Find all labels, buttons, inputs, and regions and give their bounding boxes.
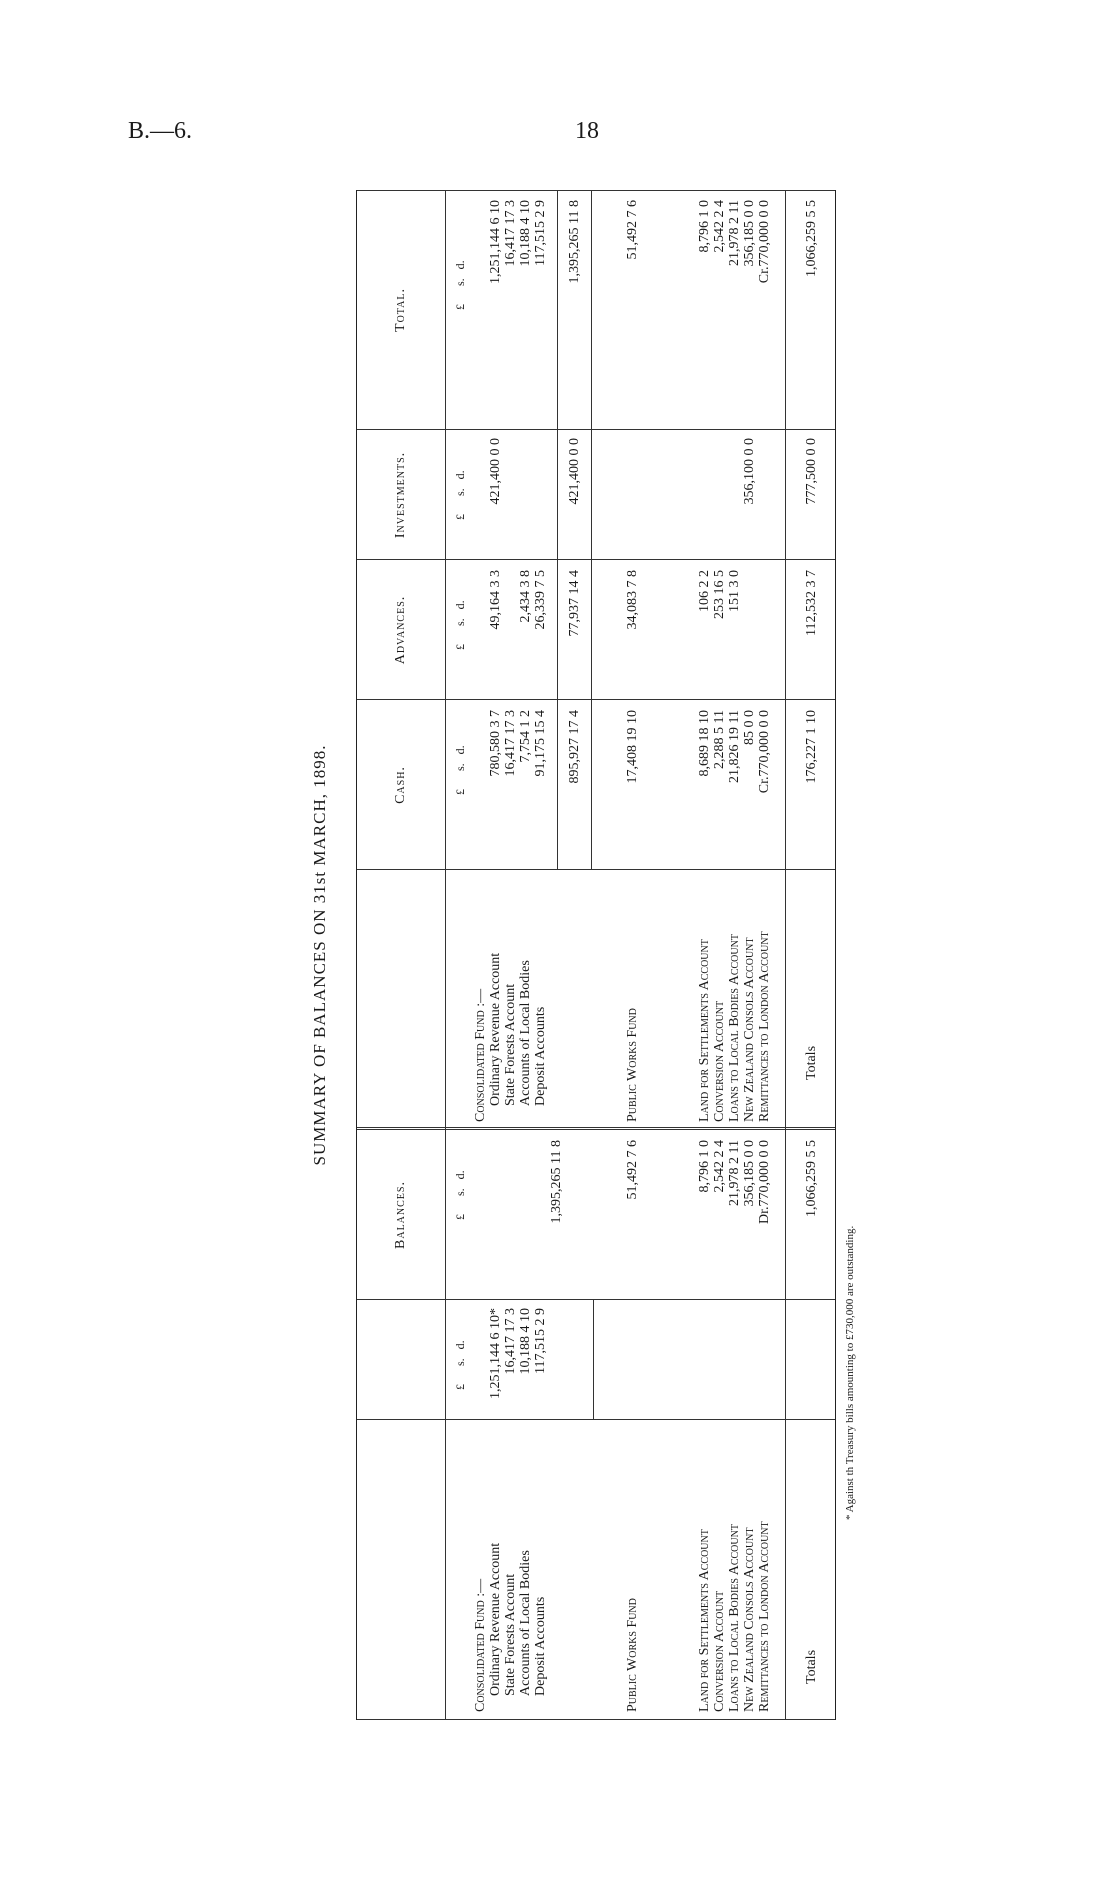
balances-table [356,190,836,1720]
total-deposit: 117,515 2 9 [533,200,548,266]
right-public-works-fund: Public Works Fund [625,1008,640,1122]
balance-nz-consols: 356,185 0 0 [742,1140,757,1207]
cash-conversion: 2,288 5 11 [712,710,727,769]
rotated-table-page [300,190,860,1720]
left-loans-local-bodies: Loans to Local Bodies Account [727,1524,742,1712]
cash-nz-consols: 85 0 0 [742,710,757,745]
cash-consolidated-total: 895,927 17 4 [567,710,582,784]
left-totals: Totals [804,1649,819,1684]
units-sub-balances: £ s. d. [453,1340,467,1390]
total-nz-consols: 356,185 0 0 [742,200,757,267]
balance-loans-local: 21,978 2 11 [727,1140,742,1206]
left-conversion: Conversion Account [712,1590,727,1712]
sub-balance-ordinary: 1,251,144 6 10* [488,1308,503,1399]
right-local-bodies: Accounts of Local Bodies [518,960,533,1106]
investments-consolidated-total: 421,400 0 0 [567,438,582,505]
total-loans-local: 21,978 2 11 [727,200,742,266]
footnote: * Against th Treasury bills amounting to £730,000 are outstanding. [844,1225,856,1520]
total-remittances: Cr.770,000 0 0 [757,200,772,284]
sub-balance-state-forests: 16,417 17 3 [503,1308,518,1375]
advances-consolidated-total: 77,937 14 4 [567,570,582,637]
right-ordinary-revenue: Ordinary Revenue Account [488,952,503,1106]
right-deposit-accounts: Deposit Accounts [533,1006,548,1106]
investments-nz-consols: 356,100 0 0 [742,438,757,505]
advances-local-bodies: 2,434 3 8 [518,570,533,623]
total-totals: 1,066,259 5 5 [804,200,819,277]
total-state-forests: 16,417 17 3 [503,200,518,267]
cash-loans-local: 21,826 19 11 [727,710,742,783]
balance-totals: 1,066,259 5 5 [804,1140,819,1217]
left-remittances: Remittances to London Account [757,1521,772,1712]
advances-ordinary: 49,164 3 3 [488,570,503,630]
advances-totals: 112,532 3 7 [804,570,819,636]
cash-ordinary: 780,580 3 7 [488,710,503,777]
right-consolidated-fund: Consolidated Fund :— [473,988,488,1122]
total-heading: Total. [393,288,408,332]
right-nz-consols: New Zealand Consols Account [742,937,757,1122]
advances-deposit: 26,339 7 5 [533,570,548,630]
balance-conversion: 2,542 2 4 [712,1140,727,1193]
cash-land: 8,689 18 10 [697,710,712,777]
total-conversion: 2,542 2 4 [712,200,727,253]
left-deposit-accounts: Deposit Accounts [533,1596,548,1696]
sub-balance-deposit: 117,515 2 9 [533,1308,548,1374]
advances-land: 106 2 2 [697,570,712,612]
right-land-settlements: Land for Settlements Account [697,939,712,1122]
left-state-forests: State Forests Account [503,1573,518,1696]
advances-loans-local: 151 3 0 [727,570,742,612]
advances-conversion: 253 16 5 [712,570,727,619]
balances-heading: Balances. [393,1181,408,1249]
total-land: 8,796 1 0 [697,200,712,253]
balance-public-works: 51,492 7 6 [625,1140,640,1200]
advances-heading: Advances. [393,595,408,665]
page-reference: B.—6. [128,118,193,144]
cash-deposit: 91,175 15 4 [533,710,548,777]
right-totals: Totals [804,1045,819,1080]
total-consolidated-total: 1,395,265 11 8 [567,200,582,284]
left-ordinary-revenue: Ordinary Revenue Account [488,1542,503,1696]
units-investments: £ s. d. [453,470,467,520]
right-loans-local-bodies: Loans to Local Bodies Account [727,934,742,1122]
advances-public-works: 34,083 7 8 [625,570,640,630]
cash-heading: Cash. [393,766,408,804]
left-consolidated-fund: Consolidated Fund :— [473,1578,488,1712]
total-ordinary: 1,251,144 6 10 [488,200,503,284]
investments-totals: 777,500 0 0 [804,438,819,505]
balance-land: 8,796 1 0 [697,1140,712,1193]
investments-ordinary: 421,400 0 0 [488,438,503,505]
cash-local-bodies: 7,754 1 2 [518,710,533,763]
units-advances: £ s. d. [453,600,467,650]
right-conversion: Conversion Account [712,1000,727,1122]
total-local-bodies: 10,188 4 10 [518,200,533,267]
total-public-works: 51,492 7 6 [625,200,640,260]
left-land-settlements: Land for Settlements Account [697,1529,712,1712]
cash-totals: 176,227 1 10 [804,710,819,784]
page-number: 18 [575,118,599,144]
cash-state-forests: 16,417 17 3 [503,710,518,777]
balance-remittances: Dr.770,000 0 0 [757,1140,772,1224]
cash-public-works: 17,408 19 10 [625,710,640,784]
left-public-works-fund: Public Works Fund [625,1598,640,1712]
sub-balance-local-bodies: 10,188 4 10 [518,1308,533,1375]
left-local-bodies: Accounts of Local Bodies [518,1550,533,1696]
cash-remittances: Cr.770,000 0 0 [757,710,772,794]
units-cash: £ s. d. [453,745,467,795]
balance-consolidated: 1,395,265 11 8 [549,1140,564,1224]
right-remittances: Remittances to London Account [757,931,772,1122]
units-balances: £ s. d. [453,1170,467,1220]
units-total: £ s. d. [453,260,467,310]
right-state-forests: State Forests Account [503,983,518,1106]
table-title: SUMMARY OF BALANCES ON 31st MARCH, 1898. [310,744,329,1166]
investments-heading: Investments. [393,451,408,539]
left-nz-consols: New Zealand Consols Account [742,1527,757,1712]
